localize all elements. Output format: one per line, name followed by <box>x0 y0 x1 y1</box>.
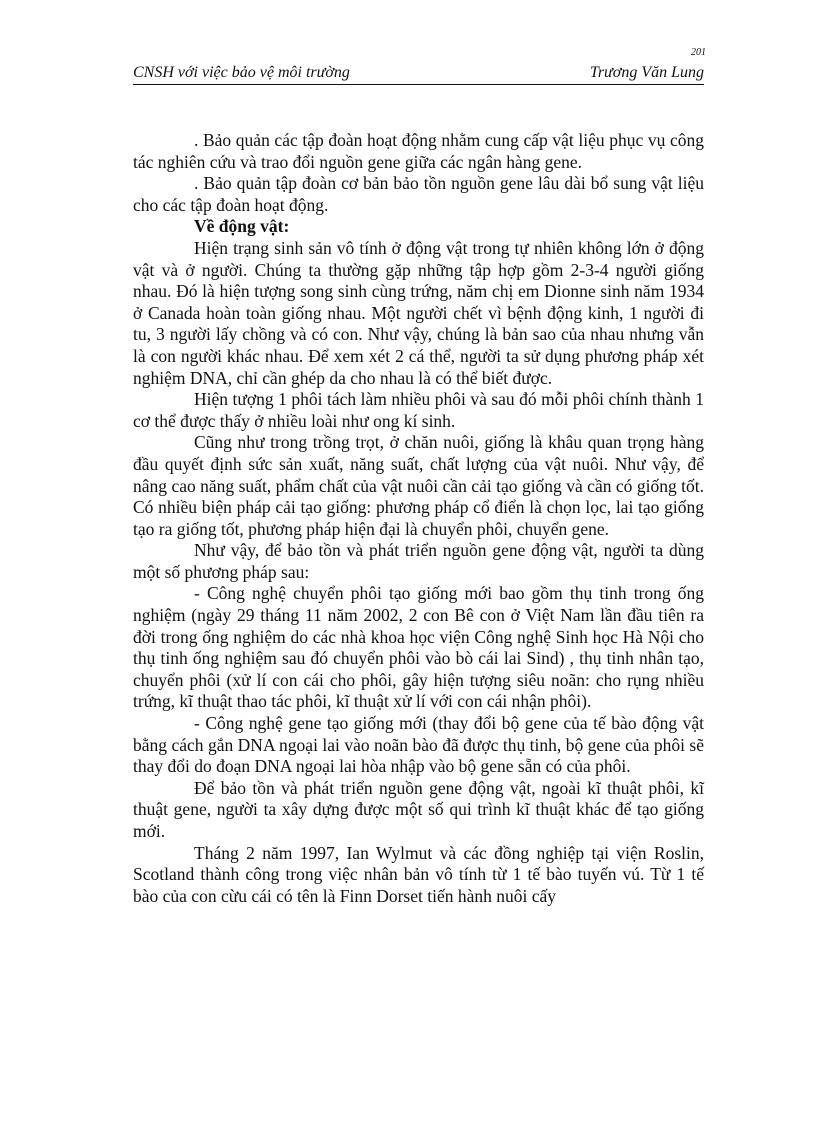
paragraph-embryo-splitting: Hiện tượng 1 phôi tách làm nhiều phôi và sau đó mỗi phôi chính thành 1 cơ thể được thấy ở nhiều loài như ong kí sinh. <box>133 389 704 431</box>
page-number: 201 <box>691 47 706 58</box>
paragraph-preserve-base-collections: . Bảo quản tập đoàn cơ bản bảo tồn nguồn gene lâu dài bổ sung vật liệu cho các tập đoàn hoạt động. <box>133 173 704 215</box>
paragraph-methods-intro: Như vậy, để bảo tồn và phát triển nguồn gene động vật, người ta dùng một số phương pháp sau: <box>133 540 704 582</box>
paragraph-gene-technology: - Công nghệ gene tạo giống mới (thay đổi bộ gene của tế bào động vật bằng cách gắn DNA ngoại lai vào noãn bào đã được thụ tinh, bộ gene của phôi sẽ thay đổi do đoạn DNA ngoại lai hòa nhập vào bộ gene sẵn có của phôi. <box>133 713 704 777</box>
header-book-title: CNSH với việc bảo vệ môi trường <box>133 64 350 81</box>
page-body <box>133 130 704 907</box>
running-header <box>133 62 704 85</box>
paragraph-dolly-cloning: Tháng 2 năm 1997, Ian Wylmut và các đồng nghiệp tại viện Roslin, Scotland thành công trong việc nhân bản vô tính từ 1 tế bào tuyến vú. Từ 1 tế bào của con cừu cái có tên là Finn Dorset tiến hành nuôi cấy <box>133 842 704 906</box>
paragraph-natural-cloning: Hiện trạng sinh sản vô tính ở động vật trong tự nhiên không lớn ở động vật và ở người. Chúng ta thường gặp những tập hợp gồm 2-3-4 người giống nhau. Đó là hiện tượng song sinh cùng trứng, năm chị em Dionne sinh năm 1934 ở Canada hoàn toàn giống nhau. Một người chết vì bệnh động kinh, 1 người đi tu, 3 người lấy chồng và có con. Như vậy, chúng là bản sao của nhau nhưng vẫn là con người khác nhau. Để xem xét 2 cá thể, người ta sử dụng phương pháp xét nghiệm DNA, chỉ cần ghép da cho nhau là có thể biết được. <box>133 237 704 388</box>
paragraph-other-techniques: Để bảo tồn và phát triển nguồn gene động vật, ngoài kĩ thuật phôi, kĩ thuật gene, người ta xây dựng được một số qui trình kĩ thuật khác để tạo giống mới. <box>133 777 704 841</box>
section-heading-animals: Về động vật: <box>194 216 290 237</box>
header-author: Trương Văn Lung <box>589 64 704 81</box>
paragraph-embryo-transfer: - Công nghệ chuyển phôi tạo giống mới bao gồm thụ tinh trong ống nghiệm (ngày 29 tháng 11 năm 2002, 2 con Bê con ở Việt Nam lần đầu tiên ra đời trong ống nghiệm do các nhà khoa học viện Công nghệ Sinh học Hà Nội cho thụ tinh ống nghiệm sau đó chuyển phôi vào bò cái lai Sind) , thụ tinh nhân tạo, chuyển phôi (xử lí con cái cho phôi, gây hiện tượng siêu noãn: cho rụng nhiều trứng, kĩ thuật thao tác phôi, kĩ thuật xử lí với con cái nhận phôi). <box>133 583 704 712</box>
paragraph-breeding: Cũng như trong trồng trọt, ở chăn nuôi, giống là khâu quan trọng hàng đầu quyết định sức sản xuất, năng suất, chất lượng của vật nuôi. Như vậy, để nâng cao năng suất, phẩm chất của vật nuôi cần cải tạo giống và cần có giống tốt. Có nhiều biện pháp cải tạo giống: phương pháp cổ điển là chọn lọc, lai tạo giống tạo ra giống tốt, phương pháp hiện đại là chuyển phôi, chuyển gene. <box>133 432 704 539</box>
paragraph-preserve-active-collections: . Bảo quản các tập đoàn hoạt động nhằm cung cấp vật liệu phục vụ công tác nghiên cứu và trao đổi nguồn gene giữa các ngân hàng gene. <box>133 130 704 172</box>
